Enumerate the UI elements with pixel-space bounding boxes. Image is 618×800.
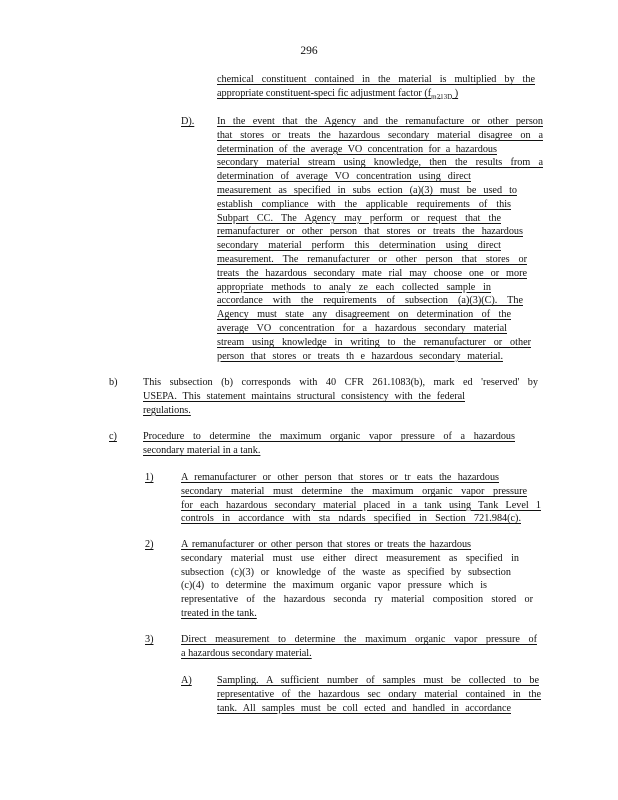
text-line: Procedure to determine the maximum organic vapor pressure of a hazardous [143, 431, 515, 442]
text-line: Subpart CC. The Agency may perform or request that the [217, 212, 501, 224]
text-line: regulations. [143, 404, 191, 416]
item-label: c) [109, 431, 117, 442]
text-line: (c)(4) to determine the maximum organic vapor pressure which is [181, 580, 487, 592]
text-line: A remanufacturer or other person that stores or tr eats the hazardous [181, 472, 499, 483]
item-d-text [217, 115, 543, 363]
text-line: that stores or treats the hazardous secondary material disagree on a [217, 129, 543, 141]
item-b-text [143, 376, 538, 417]
item-c2-text [181, 538, 533, 621]
text-line: Direct measurement to determine the maximum organic vapor pressure of [181, 634, 537, 645]
text-line: determination of average VO concentration using direct [217, 171, 471, 183]
text-line: for each hazardous secondary material placed in a tank using Tank Level 1 [181, 499, 541, 511]
text-line: representative of the hazardous sec ondary material contained in the [217, 688, 541, 700]
text-line: USEPA. This statement maintains structural consistency with the federal [143, 390, 465, 402]
item-label: A) [181, 675, 192, 686]
text-line: appropriate constituent-speci fic adjustment factor ($f_{m213D}$ ) [217, 87, 459, 101]
item-c3-text [181, 633, 537, 661]
text-line: measurement. The remanufacturer or other person that stores or [217, 253, 527, 265]
text-line: This subsection (b) corresponds with 40 CFR 261.1083(b), mark ed 'reserved' by [143, 377, 538, 388]
item-c1-text [181, 471, 541, 526]
item-label: D). [181, 116, 195, 127]
text-line: secondary material perform this determination using direct [217, 240, 501, 252]
text-line: tank. All samples must be coll ected and handled in accordance [217, 702, 511, 714]
item-label: 3) [145, 634, 154, 645]
text-line: chemical constituent contained in the material is multiplied by the [217, 74, 535, 85]
text-line: measurement as specified in subs ection (a)(3) must be used to [217, 184, 517, 196]
text-line: accordance with the requirements of subsection (a)(3)(C). The [217, 295, 523, 307]
text-line: remanufacturer or other person that stores or treats the hazardous [217, 226, 523, 238]
page-number: 296 [300, 45, 318, 57]
subscript: m213D [431, 92, 453, 101]
item-c3a-text [217, 674, 541, 715]
text-line: determination of the average VO concentration for a hazardous [217, 143, 497, 155]
item-label: 2) [145, 539, 154, 550]
text-line: appropriate methods to analy ze each collected sample in [217, 281, 491, 293]
item-label: b) [109, 377, 118, 388]
text-line: controls in accordance with sta ndards specified in Section 721.984(c). [181, 513, 521, 525]
text-line: secondary material stream using knowledge, then the results from a [217, 157, 543, 169]
text-line: person that stores or treats th e hazardous secondary material. [217, 350, 503, 362]
text-line: secondary material must use either direct measurement as specified in [181, 552, 519, 564]
text-line: representative of the hazardous seconda ry material composition stored or [181, 594, 533, 606]
text-line: a hazardous secondary material. [181, 647, 312, 659]
text-line: subsection (c)(3) or knowledge of the waste as specified by subsection [181, 566, 511, 578]
text-line: treats the hazardous secondary mate rial may choose one or more [217, 267, 527, 279]
text-line: secondary material in a tank. [143, 444, 261, 456]
text-line: average VO concentration for a hazardous secondary material [217, 322, 507, 334]
text-line: establish compliance with the applicable requirements of this [217, 198, 511, 210]
item-c-text [143, 430, 515, 458]
top-continuation [217, 73, 535, 101]
text-line: Agency must state any disagreement on determination of the [217, 309, 511, 321]
text-line: Sampling. A sufficient number of samples must be collected to be [217, 675, 539, 686]
text-line: A remanufacturer or other person that stores or treats the hazardous [181, 539, 471, 550]
text-line: secondary material must determine the maximum organic vapor pressure [181, 485, 527, 497]
text-line: treated in the tank. [181, 607, 257, 619]
item-label: 1) [145, 472, 154, 483]
text-line: stream using knowledge in writing to the remanufacturer or other [217, 336, 531, 348]
text-line: In the event that the Agency and the remanufacture or other person [217, 116, 543, 127]
